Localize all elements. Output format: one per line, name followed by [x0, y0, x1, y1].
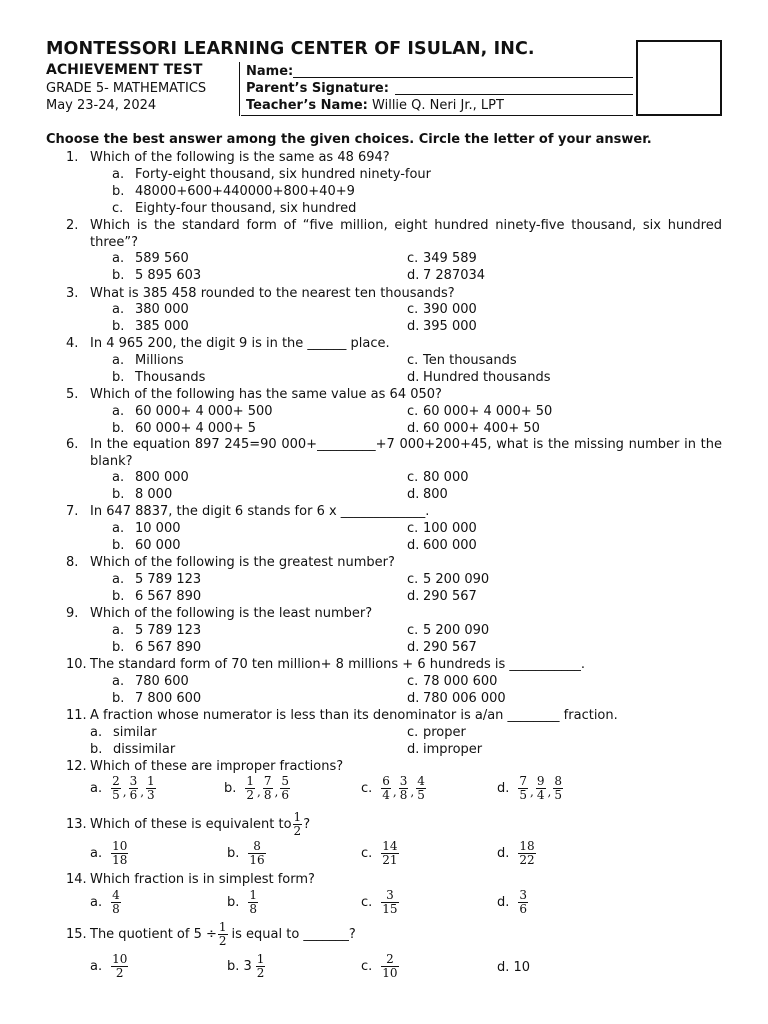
- teacher-label: Teacher’s Name:: [246, 98, 368, 113]
- photo-box: [636, 40, 722, 116]
- denominator: 21: [382, 853, 398, 867]
- option-5a[interactable]: a. 60 000+ 4 000+ 500: [112, 404, 273, 419]
- denominator: 18: [112, 853, 128, 867]
- option-1c[interactable]: c. Eighty-four thousand, six hundred: [112, 201, 357, 216]
- numerator: 7: [263, 774, 272, 788]
- name-line[interactable]: [293, 77, 633, 78]
- denominator: 6: [519, 902, 528, 916]
- option-3b[interactable]: b. 385 000: [112, 319, 189, 334]
- fraction: [381, 775, 391, 802]
- denominator: 15: [382, 902, 398, 916]
- teacher-line: [241, 115, 633, 116]
- question-5: 5. Which of the following has the same value as 64 050?: [66, 387, 442, 402]
- numerator: 6: [382, 774, 390, 788]
- option-12c[interactable]: [361, 775, 427, 802]
- numerator: 1: [249, 888, 258, 902]
- question-13: 13. Which of these is equivalent to $\frac{1}{2}$ ?: [66, 810, 311, 838]
- option-13c[interactable]: [361, 840, 400, 867]
- fraction: [248, 889, 258, 916]
- option-10b[interactable]: b. 7 800 600: [112, 691, 202, 706]
- comma-separator: ,: [410, 785, 415, 799]
- option-5c[interactable]: c. 60 000+ 4 000+ 50: [407, 404, 553, 419]
- option-8a[interactable]: a. 5 789 123: [112, 572, 202, 587]
- comma-separator: ,: [122, 785, 127, 799]
- option-15b[interactable]: b. 3 $\frac{1}{2}$: [227, 952, 265, 980]
- question-14: 14. Which fraction is in simplest form?: [66, 872, 315, 887]
- fraction: [280, 775, 290, 802]
- question-2: 2. Which is the standard form of “five million, eight hundred ninety-five thousand, six hundred three”?: [66, 218, 722, 250]
- fraction: [245, 775, 255, 802]
- option-12d[interactable]: [497, 775, 564, 802]
- denominator: 5: [417, 788, 425, 802]
- fraction: [129, 775, 139, 802]
- teacher-name: [246, 98, 504, 113]
- option-3c[interactable]: c. 390 000: [407, 302, 477, 317]
- numerator: 8: [248, 840, 265, 854]
- question-1: 1. Which of the following is the same as 48 694?: [66, 150, 390, 165]
- fraction: [146, 775, 156, 802]
- option-3a[interactable]: a. 380 000: [112, 302, 189, 317]
- fraction: [111, 775, 121, 802]
- numerator: 14: [382, 839, 398, 853]
- option-10c[interactable]: c. 78 000 600: [407, 674, 498, 689]
- numerator: 7: [519, 774, 528, 788]
- denominator: 8: [249, 902, 258, 916]
- option-5b[interactable]: b. 60 000+ 4 000+ 5: [112, 421, 257, 436]
- option-letter: d.: [497, 895, 510, 910]
- option-15c[interactable]: c. $\frac{2}{10}$: [361, 952, 398, 980]
- numerator: 2: [112, 774, 120, 788]
- option-4a[interactable]: a. Millions: [112, 353, 184, 368]
- option-13a[interactable]: [90, 840, 129, 867]
- option-7b[interactable]: b. 60 000: [112, 538, 181, 553]
- option-14c[interactable]: [361, 889, 400, 916]
- option-letter: d.: [497, 846, 510, 861]
- option-14b[interactable]: [227, 889, 259, 916]
- option-14a[interactable]: [90, 889, 122, 916]
- denominator: 4: [536, 788, 545, 802]
- question-6: 6. In the equation 897 245=90 000+_________+7 000+200+45, what is the missing number in the blank?: [66, 437, 722, 469]
- option-8c[interactable]: c. 5 200 090: [407, 572, 490, 587]
- header-divider: [239, 62, 240, 116]
- denominator: 5: [519, 788, 528, 802]
- option-1b[interactable]: b. 48000+600+440000+800+40+9: [112, 184, 355, 199]
- fraction: [263, 775, 273, 802]
- inline-fraction: $\frac{1}{2}$: [218, 920, 227, 948]
- option-12b[interactable]: [224, 775, 291, 802]
- question-10: 10. The standard form of 70 ten million+ 8 millions + 6 hundreds is ___________.: [66, 657, 586, 672]
- option-letter: b.: [227, 846, 240, 861]
- option-8b[interactable]: b. 6 567 890: [112, 589, 202, 604]
- parent-signature-label: Parent’s Signature:: [246, 81, 389, 96]
- option-15d[interactable]: d. 10: [497, 960, 531, 975]
- numerator: 8: [554, 774, 562, 788]
- option-2a[interactable]: a. 589 560: [112, 251, 189, 266]
- option-2c[interactable]: c. 349 589: [407, 251, 477, 266]
- denominator: 4: [382, 788, 390, 802]
- comma-separator: ,: [547, 785, 552, 799]
- option-9d[interactable]: d. 290 567: [407, 640, 477, 655]
- numerator: 9: [536, 774, 545, 788]
- option-letter: b.: [227, 895, 240, 910]
- option-letter: d.: [497, 781, 510, 796]
- fraction: [518, 775, 528, 802]
- fraction: [518, 840, 535, 867]
- denominator: 5: [554, 788, 562, 802]
- option-6a[interactable]: a. 800 000: [112, 470, 189, 485]
- option-5d[interactable]: d. 60 000+ 400+ 50: [407, 421, 540, 436]
- numerator: 3: [519, 888, 528, 902]
- inline-fraction: $\frac{1}{2}$: [293, 810, 302, 838]
- option-11c[interactable]: c. proper: [407, 725, 466, 740]
- numerator: 4: [417, 774, 425, 788]
- denominator: 6: [281, 788, 289, 802]
- option-13d[interactable]: [497, 840, 537, 867]
- option-12a[interactable]: [90, 775, 157, 802]
- numerator: 1: [147, 774, 155, 788]
- option-letter: c.: [361, 781, 373, 796]
- question-15: 15. The quotient of 5 ÷ $\frac{1}{2}$ is equal to _______?: [66, 920, 356, 948]
- comma-separator: ,: [392, 785, 397, 799]
- instructions: Choose the best answer among the given choices. Circle the letter of your answer.: [46, 132, 652, 147]
- denominator: 8: [399, 788, 408, 802]
- option-6c[interactable]: c. 80 000: [407, 470, 469, 485]
- option-15a[interactable]: a. $\frac{10}{2}$: [90, 952, 128, 980]
- option-letter: a.: [90, 846, 103, 861]
- denominator: 5: [112, 788, 120, 802]
- parent-signature-line[interactable]: [395, 94, 633, 95]
- test-date: May 23-24, 2024: [46, 98, 157, 113]
- option-10d[interactable]: d. 780 006 000: [407, 691, 506, 706]
- option-11d[interactable]: d. improper: [407, 742, 483, 757]
- school-name: MONTESSORI LEARNING CENTER OF ISULAN, INC.: [46, 39, 535, 59]
- option-10a[interactable]: a. 780 600: [112, 674, 189, 689]
- option-9b[interactable]: b. 6 567 890: [112, 640, 202, 655]
- option-7d[interactable]: d. 600 000: [407, 538, 477, 553]
- fraction: [381, 840, 398, 867]
- fraction: [111, 889, 121, 916]
- option-letter: b.: [224, 781, 237, 796]
- fraction: [248, 840, 265, 867]
- option-7c[interactable]: c. 100 000: [407, 521, 477, 536]
- question-4: 4. In 4 965 200, the digit 9 is in the ______ place.: [66, 336, 390, 351]
- option-3d[interactable]: d. 395 000: [407, 319, 477, 334]
- option-4c[interactable]: c. Ten thousands: [407, 353, 517, 368]
- numerator: 3: [381, 889, 398, 903]
- option-9a[interactable]: a. 5 789 123: [112, 623, 202, 638]
- option-2d[interactable]: d. 7 287034: [407, 268, 486, 283]
- option-letter: a.: [90, 895, 103, 910]
- denominator: 22: [519, 853, 535, 867]
- fraction: [381, 889, 398, 916]
- option-8d[interactable]: d. 290 567: [407, 589, 477, 604]
- option-2b[interactable]: b. 5 895 603: [112, 268, 202, 283]
- denominator: 6: [129, 788, 138, 802]
- numerator: 1: [246, 774, 255, 788]
- numerator: 18: [519, 839, 535, 853]
- fraction: [536, 775, 546, 802]
- name-label: Name:: [246, 64, 294, 79]
- question-12: 12. Which of these are improper fractions?: [66, 759, 344, 774]
- denominator: 2: [246, 788, 255, 802]
- option-6d[interactable]: d. 800: [407, 487, 448, 502]
- denominator: 8: [112, 902, 120, 916]
- numerator: 5: [281, 774, 289, 788]
- grade-subject: GRADE 5- MATHEMATICS: [46, 81, 207, 96]
- denominator: 8: [263, 788, 272, 802]
- question-11: 11. A fraction whose numerator is less than its denominator is a/an ________ fraction.: [66, 708, 618, 723]
- option-9c[interactable]: c. 5 200 090: [407, 623, 490, 638]
- question-3: 3. What is 385 458 rounded to the nearest ten thousands?: [66, 286, 455, 301]
- question-7: 7. In 647 8837, the digit 6 stands for 6 x _____________.: [66, 504, 430, 519]
- fraction: [111, 840, 128, 867]
- numerator: 3: [129, 774, 138, 788]
- fraction: [416, 775, 426, 802]
- numerator: 3: [399, 774, 408, 788]
- comma-separator: ,: [140, 785, 145, 799]
- denominator: 3: [147, 788, 155, 802]
- option-4d[interactable]: d. Hundred thousands: [407, 370, 551, 385]
- question-9: 9. Which of the following is the least number?: [66, 606, 373, 621]
- option-6b[interactable]: b. 8 000: [112, 487, 173, 502]
- test-title: ACHIEVEMENT TEST: [46, 62, 203, 78]
- numerator: 10: [112, 839, 128, 853]
- option-7a[interactable]: a. 10 000: [112, 521, 181, 536]
- option-14d[interactable]: [497, 889, 529, 916]
- option-letter: c.: [361, 895, 373, 910]
- option-letter: c.: [361, 846, 373, 861]
- comma-separator: ,: [530, 785, 534, 799]
- fraction: [518, 889, 528, 916]
- option-11b[interactable]: b. dissimilar: [90, 742, 176, 757]
- numerator: 4: [112, 888, 120, 902]
- teacher-value: Willie Q. Neri Jr., LPT: [372, 98, 504, 113]
- denominator: 16: [249, 853, 265, 867]
- option-4b[interactable]: b. Thousands: [112, 370, 206, 385]
- fraction: [399, 775, 409, 802]
- option-11a[interactable]: a. similar: [90, 725, 157, 740]
- fraction: [553, 775, 563, 802]
- option-13b[interactable]: [227, 840, 267, 867]
- comma-separator: ,: [257, 785, 261, 799]
- comma-separator: ,: [274, 785, 279, 799]
- question-8: 8. Which of the following is the greatest number?: [66, 555, 395, 570]
- option-letter: a.: [90, 781, 103, 796]
- option-1a[interactable]: a. Forty-eight thousand, six hundred ninety-four: [112, 167, 431, 182]
